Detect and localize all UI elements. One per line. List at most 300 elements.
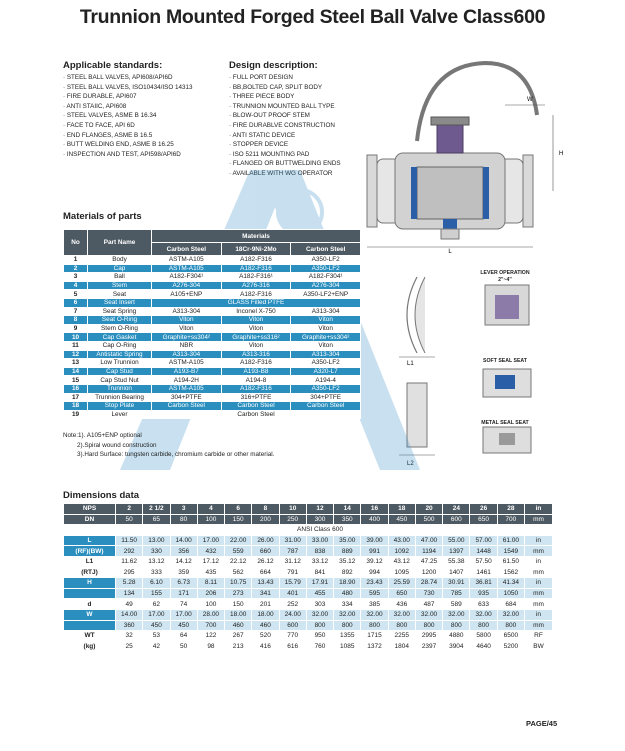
dimension-cell: 356 [170, 546, 197, 557]
dimension-cell: 206 [197, 588, 224, 599]
col-no: No [64, 230, 88, 256]
dimension-cell: 267 [225, 631, 252, 642]
dimension-cell: 39.00 [361, 535, 388, 546]
material-low-temp: A350-LF2 [291, 359, 361, 368]
material-no: 8 [64, 316, 88, 325]
class-label: ANSI Class 600 [116, 525, 525, 536]
note-line: 3).Hard Surface: tungsten carbide, chromium carbide or other material. [77, 451, 275, 458]
material-low-temp: Graphite+ss304² [291, 333, 361, 342]
dimension-cell: 1372 [361, 641, 388, 652]
dimension-label: (RTJ) [64, 567, 116, 578]
dimension-cell: 18.00 [252, 609, 279, 620]
material-row [64, 256, 361, 265]
dimension-cell: 32.00 [443, 609, 470, 620]
material-stainless: Inconel X-750 [221, 307, 291, 316]
dimension-cell: 32.00 [415, 609, 442, 620]
material-low-temp: A194-4 [291, 376, 361, 385]
notes [63, 431, 274, 460]
material-part: Trunnion [88, 384, 152, 393]
material-row [64, 316, 361, 325]
dn-row-cell: 200 [252, 514, 279, 525]
dimensions-table [63, 503, 553, 652]
dimension-label [64, 620, 116, 631]
dimension-row [64, 620, 553, 631]
material-stainless: A182-F316¹ [221, 273, 291, 282]
dimension-cell: 401 [279, 588, 306, 599]
col-materials: Materials [152, 230, 361, 243]
dimension-cell: 334 [334, 599, 361, 610]
dimension-cell: 57.00 [470, 535, 497, 546]
material-part: Stop Plate [88, 402, 152, 411]
dimension-cell: 5800 [470, 631, 497, 642]
dimension-row [64, 599, 553, 610]
dimension-cell: 1804 [388, 641, 415, 652]
material-part: Cap Stud Nut [88, 376, 152, 385]
dimension-cell: 55.38 [443, 556, 470, 567]
dimension-cell: 303 [306, 599, 333, 610]
dimension-cell: 520 [252, 631, 279, 642]
nps-row-cell: 16 [361, 504, 388, 515]
dimension-cell: 6.73 [170, 578, 197, 589]
dimension-cell: 32.00 [334, 609, 361, 620]
dimension-cell: 13.12 [143, 556, 170, 567]
material-no: 13 [64, 359, 88, 368]
material-low-temp: A350-LF2 [291, 384, 361, 393]
standard-item: · FACE TO FACE, API 6D [63, 121, 135, 129]
dimension-cell: 800 [470, 620, 497, 631]
dimension-row [64, 609, 553, 620]
dimension-cell: 800 [361, 620, 388, 631]
dimension-cell: 35.00 [334, 535, 361, 546]
material-row [64, 350, 361, 359]
material-low-temp: Viton [291, 341, 361, 350]
material-part: Seat Insert [88, 298, 152, 307]
lever-size-label: 2"~4" [498, 277, 512, 283]
material-carbon-steel: Carbon Steel [152, 402, 222, 411]
material-part: Cap Stud [88, 367, 152, 376]
dimension-cell: 31.00 [279, 535, 306, 546]
dimension-cell: 22.00 [225, 535, 252, 546]
material-carbon-steel: Viton [152, 316, 222, 325]
dimension-cell: 201 [252, 599, 279, 610]
material-no: 3 [64, 273, 88, 282]
design-item: · ISO 5211 MOUNTING PAD [229, 150, 310, 158]
material-low-temp: A313-304 [291, 350, 361, 359]
dimension-cell: 700 [197, 620, 224, 631]
dimension-cell: 600 [279, 620, 306, 631]
material-stainless: A182-F316 [221, 264, 291, 273]
standard-item: · INSPECTION AND TEST, API598/API6D [63, 150, 181, 158]
material-low-temp: Viton [291, 324, 361, 333]
nps-row-cell: 8 [252, 504, 279, 515]
dimension-row [64, 546, 553, 557]
col-18cr: 18Cr-9Ni-2Mo [221, 243, 291, 256]
dn-row-cell: 700 [497, 514, 524, 525]
dimension-label: L1 [64, 556, 116, 567]
material-carbon-steel: A313-304 [152, 350, 222, 359]
material-stainless: Viton [221, 324, 291, 333]
material-stainless: A182-F316 [221, 256, 291, 265]
dimension-cell: 2397 [415, 641, 442, 652]
dimension-cell: 32 [116, 631, 143, 642]
material-carbon-steel: A193-B7 [152, 367, 222, 376]
nps-row-cell: 6 [225, 504, 252, 515]
material-all: GLASS Filled PTFE [152, 298, 361, 307]
dimension-label: H [64, 578, 116, 589]
dimension-cell: 22.12 [225, 556, 252, 567]
dimension-cell: 559 [225, 546, 252, 557]
dimension-unit: mm [525, 546, 553, 557]
design-heading: Design description: [229, 60, 318, 71]
dimension-cell: 50 [170, 641, 197, 652]
dimension-cell: 122 [197, 631, 224, 642]
dimension-row [64, 556, 553, 567]
dimension-cell: 841 [306, 567, 333, 578]
dimension-cell: 800 [443, 620, 470, 631]
dimension-cell: 17.12 [197, 556, 224, 567]
material-carbon-steel: A276-304 [152, 281, 222, 290]
dimension-cell: 385 [361, 599, 388, 610]
dimension-cell: 800 [497, 620, 524, 631]
dimension-cell: 800 [306, 620, 333, 631]
dimension-cell: 791 [279, 567, 306, 578]
material-no: 18 [64, 402, 88, 411]
material-carbon-steel: ASTM-A105 [152, 384, 222, 393]
class-row [64, 525, 553, 536]
dimension-cell: 435 [197, 567, 224, 578]
nps-row-cell: 18 [388, 504, 415, 515]
dimension-cell: 31.12 [279, 556, 306, 567]
design-item: · FULL PORT DESIGN [229, 74, 293, 81]
design-item: · TRUNNION MOUNTED BALL TYPE [229, 102, 335, 110]
design-item: · BB,BOLTED CAP, SPLIT BODY [229, 83, 323, 91]
dimension-cell: 134 [116, 588, 143, 599]
dn-row-cell: 80 [170, 514, 197, 525]
dimension-cell: 13.43 [252, 578, 279, 589]
dimension-cell: 991 [361, 546, 388, 557]
standard-item: · STEEL BALL VALVES, API608/API6D [63, 74, 173, 81]
dimension-cell: 17.00 [143, 609, 170, 620]
dimension-unit: in [525, 609, 553, 620]
material-low-temp: A320-L7 [291, 367, 361, 376]
col-part: Part Name [88, 230, 152, 256]
material-part: Seat [88, 290, 152, 299]
material-row [64, 324, 361, 333]
material-no: 15 [64, 376, 88, 385]
material-row [64, 376, 361, 385]
dimension-cell: 39.12 [361, 556, 388, 567]
material-part: Ball [88, 273, 152, 282]
dimension-cell: 30.91 [443, 578, 470, 589]
dimension-cell: 333 [143, 567, 170, 578]
dimension-row [64, 567, 553, 578]
dimension-cell: 32.00 [306, 609, 333, 620]
material-no: 19 [64, 410, 88, 419]
material-no: 12 [64, 350, 88, 359]
dimension-cell: 730 [415, 588, 442, 599]
material-stainless: Graphite+ss316² [221, 333, 291, 342]
dn-row-cell: 500 [415, 514, 442, 525]
dimension-cell: 6500 [497, 631, 524, 642]
dimension-cell: 5.28 [116, 578, 143, 589]
material-row [64, 393, 361, 402]
dimension-cell: 25 [116, 641, 143, 652]
material-no: 17 [64, 393, 88, 402]
dimension-unit: mm [525, 588, 553, 599]
dim-l-label: L [448, 249, 452, 255]
nps-row-cell: 4 [197, 504, 224, 515]
dn-row-cell: 450 [388, 514, 415, 525]
design-list [229, 73, 341, 179]
material-carbon-steel: ASTM-A105 [152, 264, 222, 273]
material-row [64, 264, 361, 273]
material-row [64, 341, 361, 350]
dimension-unit: in [525, 535, 553, 546]
dn-row-cell: 650 [470, 514, 497, 525]
material-stainless: Carbon Steel [221, 402, 291, 411]
dimension-label: (kg) [64, 641, 116, 652]
dimension-cell: 26.12 [252, 556, 279, 567]
material-low-temp: A182-F304¹ [291, 273, 361, 282]
material-low-temp: A350-LF2 [291, 264, 361, 273]
dimension-cell: 994 [361, 567, 388, 578]
dimension-cell: 295 [116, 567, 143, 578]
material-row [64, 307, 361, 316]
dimension-cell: 33.12 [306, 556, 333, 567]
material-low-temp: Viton [291, 316, 361, 325]
col-carbon-steel: Carbon Steel [152, 243, 222, 256]
material-stainless: A193-B8 [221, 367, 291, 376]
dimension-cell: 2995 [415, 631, 442, 642]
material-low-temp: Carbon Steel [291, 402, 361, 411]
standard-item: · STEEL BALL VALVES, ISO10434/ISO 14313 [63, 83, 193, 91]
material-carbon-steel: A194-2H [152, 376, 222, 385]
nps-row-cell: 2 1/2 [143, 504, 170, 515]
dimension-cell: 100 [197, 599, 224, 610]
dimension-cell: 61.50 [497, 556, 524, 567]
material-low-temp: A276-304 [291, 281, 361, 290]
dimension-cell: 26.00 [252, 535, 279, 546]
dimension-cell: 1461 [470, 567, 497, 578]
dimension-unit: BW [525, 641, 553, 652]
material-stainless: A182-F316 [221, 359, 291, 368]
dimensions-heading: Dimensions data [63, 490, 140, 501]
dim-l1-label: L1 [407, 361, 414, 367]
dimension-cell: 8.11 [197, 578, 224, 589]
design-item: · THREE PIECE BODY [229, 93, 295, 101]
dimension-cell: 64 [170, 631, 197, 642]
dimension-cell: 10.75 [225, 578, 252, 589]
material-no: 4 [64, 281, 88, 290]
material-carbon-steel: A105+ENP [152, 290, 222, 299]
material-stainless: 316+PTFE [221, 393, 291, 402]
dimension-cell: 487 [415, 599, 442, 610]
material-carbon-steel: ASTM-A105 [152, 256, 222, 265]
dimension-unit: in [525, 556, 553, 567]
dimension-label [64, 588, 116, 599]
design-item: · BLOW-OUT PROOF STEM [229, 112, 310, 120]
material-row [64, 367, 361, 376]
nps-row [64, 504, 553, 515]
material-low-temp: A350-LF2 [291, 256, 361, 265]
material-row [64, 384, 361, 393]
dimension-cell: 1194 [415, 546, 442, 557]
material-part: Seat Spring [88, 307, 152, 316]
design-item: · AVAILABLE WITH WG OPERATOR [229, 169, 333, 177]
material-part: Stem O-Ring [88, 324, 152, 333]
standard-item: · FIRE DURABLE, API607 [63, 93, 137, 101]
material-part: Antistatic Spring [88, 350, 152, 359]
dimension-label: L [64, 535, 116, 546]
dn-row-label: DN [64, 514, 116, 525]
nps-row-label: NPS [64, 504, 116, 515]
dimension-cell: 787 [279, 546, 306, 557]
dimension-cell: 785 [443, 588, 470, 599]
dn-row-unit: mm [525, 514, 553, 525]
dimension-unit: mm [525, 599, 553, 610]
dn-row [64, 514, 553, 525]
dimension-cell: 1095 [388, 567, 415, 578]
standards-list [63, 73, 193, 159]
material-carbon-steel: Graphite+ss304² [152, 333, 222, 342]
dimension-cell: 1200 [415, 567, 442, 578]
dimension-cell: 1050 [497, 588, 524, 599]
dimension-cell: 33.00 [306, 535, 333, 546]
dimension-cell: 49 [116, 599, 143, 610]
dimension-cell: 616 [279, 641, 306, 652]
material-no: 6 [64, 298, 88, 307]
standard-item: · BUTT WELDING END, ASME B 16.25 [63, 141, 174, 149]
note-line: Note:1). A105+ENP optional [63, 432, 142, 439]
dimension-cell: 55.00 [443, 535, 470, 546]
soft-seal-label: SOFT SEAL SEAT [483, 358, 527, 364]
material-no: 16 [64, 384, 88, 393]
dimension-cell: 1562 [497, 567, 524, 578]
dimension-cell: 150 [225, 599, 252, 610]
nps-row-cell: 20 [415, 504, 442, 515]
dimension-cell: 57.50 [470, 556, 497, 567]
page-title: Trunnion Mounted Forged Steel Ball Valve Class600 [79, 6, 546, 28]
dimension-cell: 41.34 [497, 578, 524, 589]
material-part: Stem [88, 281, 152, 290]
dimension-cell: 330 [143, 546, 170, 557]
dimension-cell: 1407 [443, 567, 470, 578]
dimension-cell: 1549 [497, 546, 524, 557]
dimension-cell: 460 [252, 620, 279, 631]
nps-row-cell: 10 [279, 504, 306, 515]
design-item: · FLANGED OR BUTTWELDING ENDS [229, 160, 341, 168]
dimension-unit: mm [525, 567, 553, 578]
dimension-cell: 1355 [334, 631, 361, 642]
material-no: 1 [64, 256, 88, 265]
class-spacer [64, 525, 116, 536]
dimension-cell: 252 [279, 599, 306, 610]
dn-row-cell: 400 [361, 514, 388, 525]
material-stainless: A182-F316 [221, 384, 291, 393]
valve-drawing [355, 55, 565, 255]
dimension-cell: 17.00 [170, 609, 197, 620]
dimension-cell: 18.90 [334, 578, 361, 589]
dimension-row [64, 578, 553, 589]
material-stainless: Viton [221, 316, 291, 325]
dimension-cell: 416 [252, 641, 279, 652]
dimension-cell: 32.00 [497, 609, 524, 620]
metal-seal-label: METAL SEAL SEAT [481, 420, 529, 426]
material-stainless: A182-F316 [221, 290, 291, 299]
dimension-cell: 480 [334, 588, 361, 599]
material-carbon-steel: 304+PTFE [152, 393, 222, 402]
material-carbon-steel: A182-F304¹ [152, 273, 222, 282]
dimension-cell: 13.00 [143, 535, 170, 546]
class-spacer [525, 525, 553, 536]
standard-item: · END FLANGES, ASME B 16.5 [63, 131, 153, 139]
material-part: Low Trunnion [88, 359, 152, 368]
dimension-cell: 17.00 [197, 535, 224, 546]
dimension-cell: 5200 [497, 641, 524, 652]
lever-operation-label: LEVER OPERATION [480, 270, 530, 276]
material-part: Cap O-Ring [88, 341, 152, 350]
dimension-cell: 436 [388, 599, 415, 610]
standard-item: · ANTI STAIIC, API608 [63, 102, 127, 110]
material-no: 11 [64, 341, 88, 350]
dimension-cell: 18.00 [225, 609, 252, 620]
dn-row-cell: 65 [143, 514, 170, 525]
material-row [64, 290, 361, 299]
dn-row-cell: 150 [225, 514, 252, 525]
dimension-unit: in [525, 578, 553, 589]
dn-row-cell: 350 [334, 514, 361, 525]
dn-row-cell: 250 [279, 514, 306, 525]
dimension-cell: 4640 [470, 641, 497, 652]
material-row [64, 359, 361, 368]
dimension-label: W [64, 609, 116, 620]
dimension-cell: 1085 [334, 641, 361, 652]
material-carbon-steel: NBR [152, 341, 222, 350]
dimension-cell: 432 [197, 546, 224, 557]
standards-heading: Applicable standards: [63, 60, 163, 71]
dimension-cell: 14.00 [116, 609, 143, 620]
dimension-cell: 359 [170, 567, 197, 578]
dimension-cell: 935 [470, 588, 497, 599]
col-carbon-steel-2: Carbon Steel [291, 243, 361, 256]
material-stainless: A194-8 [221, 376, 291, 385]
material-carbon-steel: ASTM-A105 [152, 359, 222, 368]
nps-row-cell: 3 [170, 504, 197, 515]
material-no: 10 [64, 333, 88, 342]
page-number: PAGE/45 [526, 719, 558, 728]
dimension-cell: 61.00 [497, 535, 524, 546]
dimension-cell: 650 [388, 588, 415, 599]
dimension-cell: 171 [170, 588, 197, 599]
dimension-cell: 460 [225, 620, 252, 631]
dimension-cell: 892 [334, 567, 361, 578]
dimension-cell: 213 [225, 641, 252, 652]
dimension-cell: 74 [170, 599, 197, 610]
nps-row-cell: 26 [470, 504, 497, 515]
dimension-cell: 98 [197, 641, 224, 652]
dimension-cell: 36.81 [470, 578, 497, 589]
dimension-cell: 42 [143, 641, 170, 652]
dimension-cell: 2255 [388, 631, 415, 642]
dimension-cell: 450 [143, 620, 170, 631]
dimension-cell: 1092 [388, 546, 415, 557]
dimension-cell: 1715 [361, 631, 388, 642]
dimension-cell: 155 [143, 588, 170, 599]
dimension-cell: 23.43 [361, 578, 388, 589]
material-no: 14 [64, 367, 88, 376]
dimension-cell: 684 [497, 599, 524, 610]
dimension-cell: 562 [225, 567, 252, 578]
